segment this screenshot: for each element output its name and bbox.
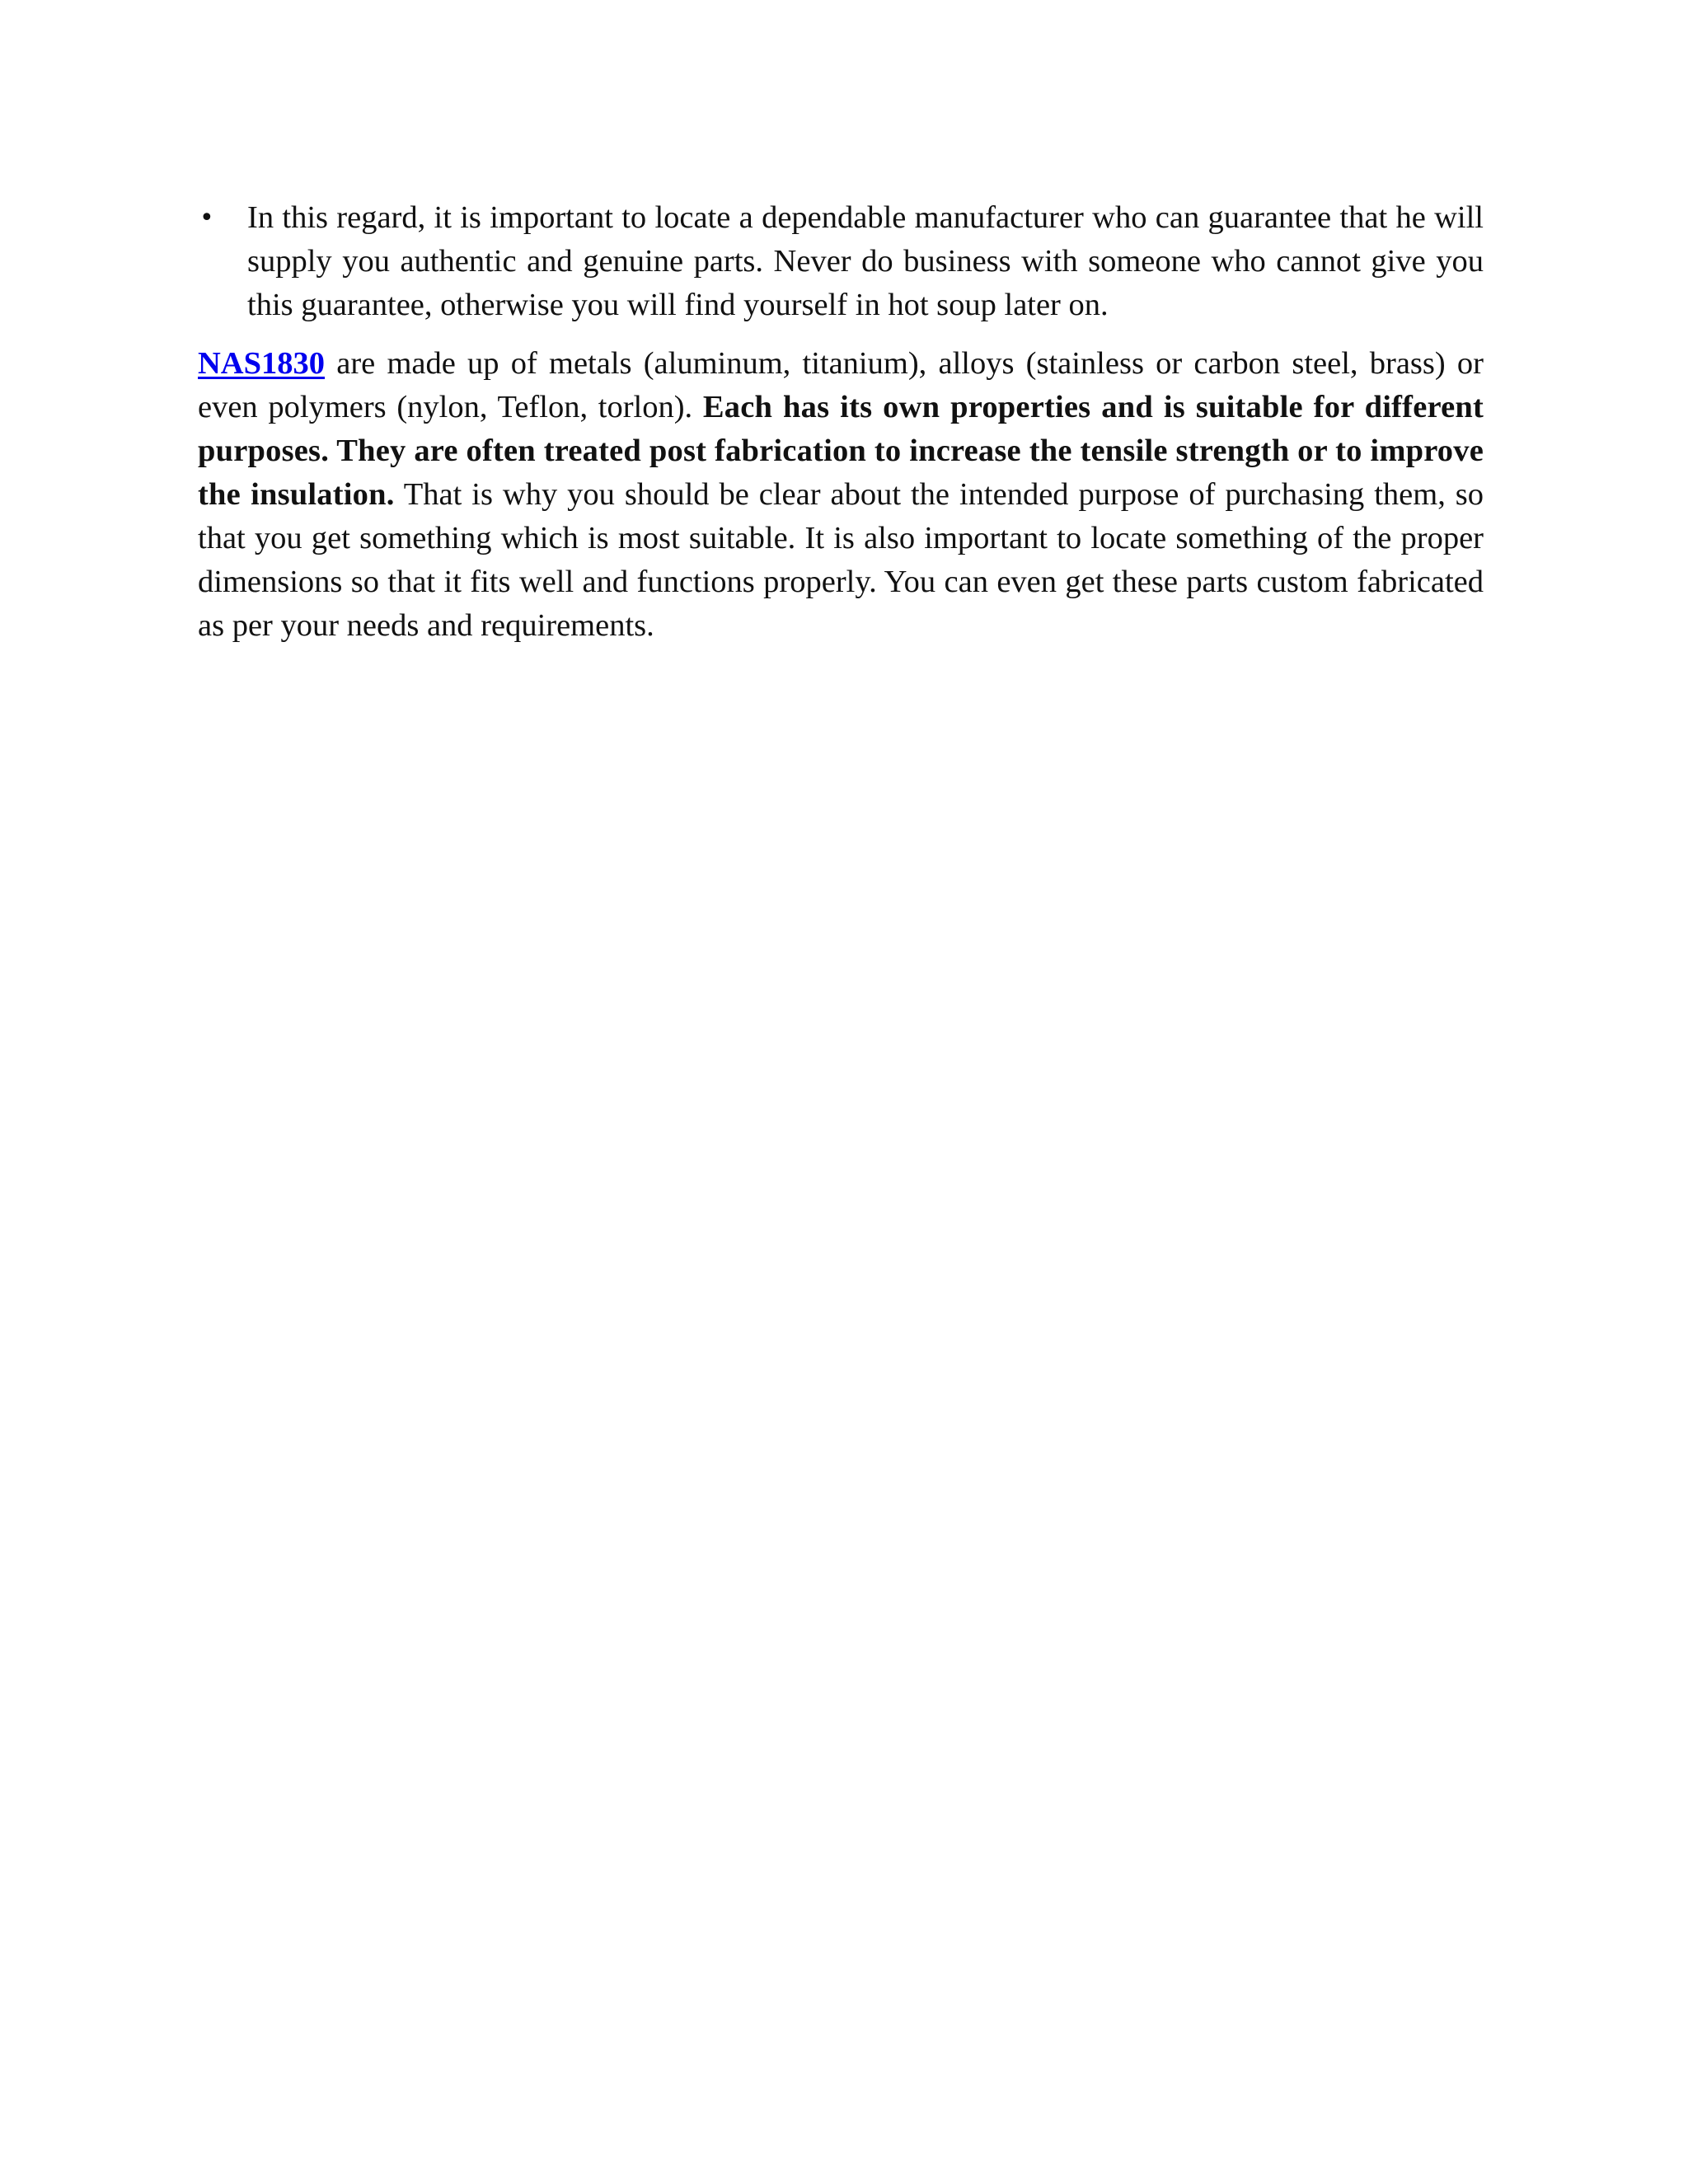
paragraph-text-conclusion: That is why you should be clear about the intended purpose of purchasing them, so that you get something which is most suitable. It is also important to locate something of the proper dimensions so that it fits well and functions properly. You can even get these parts custom fabricated as per your needs and requirements. [198,477,1484,643]
bullet-list [198,196,1484,327]
bullet-item [198,196,1484,327]
document-body [198,196,1484,648]
bullet-text: In this regard, it is important to locate a dependable manufacturer who can guarantee that he will supply you authentic and genuine parts. Never do business with someone who cannot give you this guarantee, otherwise you will find yourself in hot soup later on. [247,200,1484,322]
bullet-icon: • [199,204,214,232]
paragraph-bold-text: Each has its own properties and is suitable for different purposes. They are often treated post fabrication to increase the tensile strength or to improve the insulation. [198,390,1484,512]
paragraph-text-intro: are made up of metals (aluminum, titanium), alloys (stainless or carbon steel, brass) or even polymers (nylon, Teflon, torlon). [198,346,1484,424]
nas1830-link[interactable]: NAS1830 [198,346,326,381]
body-paragraph [198,342,1484,648]
